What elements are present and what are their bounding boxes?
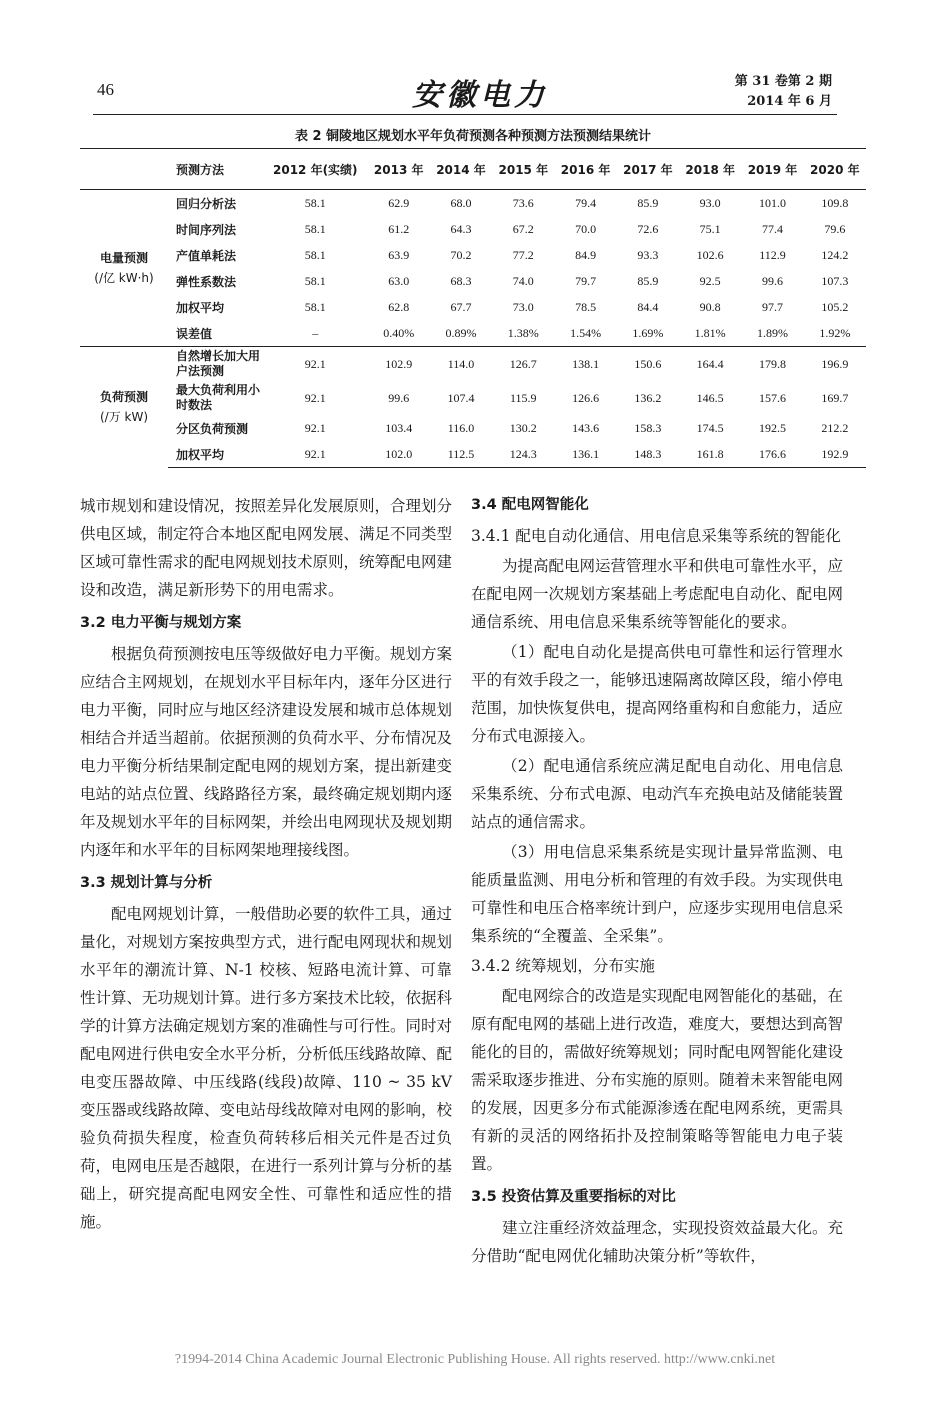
year-header: 2012 年(实绩) bbox=[263, 149, 368, 190]
paragraph: 城市规划和建设情况，按照差异化发展原则，合理划分供电区域，制定符合本地区配电网发展、满足不同类型区域可靠性需求的配电网规划技术原则，统筹配电网建设和改造，满足新形势下的用电需求。 bbox=[80, 497, 453, 599]
value-cell: 78.5 bbox=[575, 299, 597, 314]
value-cell: 67.2 bbox=[512, 221, 534, 236]
value-cell: 67.7 bbox=[450, 299, 472, 314]
value-cell: 102.6 bbox=[696, 247, 724, 262]
year-header: 2017 年 bbox=[617, 149, 679, 190]
value-cell: 63.9 bbox=[388, 247, 410, 262]
forecast-table bbox=[80, 148, 866, 468]
value-cell: 161.8 bbox=[679, 441, 741, 468]
paragraph: （1）配电自动化是提高供电可靠性和运行管理水平的有效手段之一，能够迅速隔离故障区段，缩小停电范围，加快恢复供电，提高网络重构和自愈能力，适应分布式电源接入。 bbox=[471, 643, 844, 745]
year-header: 2014 年 bbox=[430, 149, 492, 190]
year-header: 2018 年 bbox=[679, 149, 741, 190]
value-cell: 109.8 bbox=[821, 195, 849, 210]
value-cell: 136.1 bbox=[554, 441, 616, 468]
value-cell: 148.3 bbox=[617, 441, 679, 468]
table-header-row bbox=[80, 149, 866, 190]
value-cell: 92.1 bbox=[263, 347, 368, 382]
paragraph: 建立注重经济效益理念，实现投资效益最大化。充分借助“配电网优化辅助决策分析”等软件， bbox=[471, 1219, 844, 1265]
value-cell: 101.0 bbox=[758, 195, 786, 210]
value-cell: 107.3 bbox=[821, 273, 849, 288]
value-cell: 93.3 bbox=[637, 247, 659, 262]
table-row bbox=[80, 381, 866, 415]
value-cell: 212.2 bbox=[821, 420, 849, 435]
group-label: 电量预测 bbox=[99, 251, 148, 265]
group-load-forecast bbox=[80, 347, 168, 468]
value-cell: 77.4 bbox=[761, 221, 783, 236]
value-cell: 1.54% bbox=[570, 325, 602, 340]
method-cell: 加权平均 bbox=[176, 300, 225, 315]
value-cell: 115.9 bbox=[510, 390, 537, 405]
group-unit: (/万 kW) bbox=[99, 410, 149, 425]
value-cell: 97.7 bbox=[761, 299, 783, 314]
value-cell: 58.1 bbox=[304, 299, 326, 314]
value-cell: 174.5 bbox=[696, 420, 724, 435]
table-row bbox=[80, 415, 866, 441]
value-cell: 79.4 bbox=[575, 195, 597, 210]
value-cell: 146.5 bbox=[696, 390, 724, 405]
group-unit: (/亿 kW·h) bbox=[94, 271, 154, 285]
value-cell: 157.6 bbox=[758, 390, 786, 405]
method-cell: 时间序列法 bbox=[176, 222, 237, 237]
paragraph: 根据负荷预测按电压等级做好电力平衡。规划方案应结合主网规划，在规划水平目标年内，逐年分区进行电力平衡，同时应与地区经济建设发展和城市总体规划相结合并适当超前。依据预测的负荷水平、分布情况及电力平衡分析结果制定配电网的规划方案，提出新建变电站的站点位置、线路路径方案，最终确定规划期内逐年及规划水平年的目标网架，并绘出电网现状及规划期内逐年和水平年的目标网架地理接线图。 bbox=[80, 645, 453, 859]
issue-date: 2014 年 6 月 bbox=[747, 94, 832, 109]
value-cell: 103.4 bbox=[385, 420, 413, 435]
value-cell: 75.1 bbox=[699, 221, 721, 236]
table-row bbox=[80, 190, 866, 217]
value-cell: 107.4 bbox=[447, 390, 475, 405]
value-cell: 112.9 bbox=[759, 247, 786, 262]
table-row bbox=[80, 242, 866, 268]
section-heading-3-3: 3.3 规划计算与分析 bbox=[80, 875, 213, 891]
right-column bbox=[471, 492, 843, 1272]
value-cell: 92.5 bbox=[699, 273, 721, 288]
value-cell: 77.2 bbox=[512, 247, 534, 262]
value-cell: 114.0 bbox=[430, 347, 492, 382]
paragraph: （2）配电通信系统应满足配电自动化、用电信息采集系统、分布式电源、电动汽车充换电站及储能装置站点的通信需求。 bbox=[471, 757, 844, 831]
group-label: 负荷预测 bbox=[99, 390, 148, 405]
value-cell: 130.2 bbox=[509, 420, 537, 435]
value-cell: 99.6 bbox=[761, 273, 783, 288]
value-cell: 85.9 bbox=[637, 273, 659, 288]
value-cell: 68.3 bbox=[450, 273, 472, 288]
subsection-heading-3-4-1: 3.4.1 配电自动化通信、用电信息采集等系统的智能化 bbox=[471, 527, 841, 545]
value-cell: 169.7 bbox=[821, 390, 849, 405]
value-cell: 136.2 bbox=[634, 390, 662, 405]
year-header: 2019 年 bbox=[741, 149, 803, 190]
value-cell: 84.4 bbox=[637, 299, 659, 314]
value-cell: 124.3 bbox=[492, 441, 554, 468]
value-cell: 192.5 bbox=[758, 420, 786, 435]
method-cell: 最大负荷利用小时数法 bbox=[176, 383, 261, 412]
value-cell: 58.1 bbox=[304, 247, 326, 262]
value-cell: 158.3 bbox=[634, 420, 662, 435]
year-header: 2020 年 bbox=[804, 149, 866, 190]
value-cell: 58.1 bbox=[304, 221, 326, 236]
value-cell: – bbox=[312, 325, 319, 340]
value-cell: 84.9 bbox=[575, 247, 597, 262]
method-cell: 误差值 bbox=[176, 326, 213, 341]
method-cell: 弹性系数法 bbox=[176, 274, 237, 289]
page-number: 46 bbox=[97, 80, 114, 99]
table-caption: 表 2 铜陵地区规划水平年负荷预测各种预测方法预测结果统计 bbox=[294, 129, 652, 144]
value-cell: 0.40% bbox=[383, 325, 415, 340]
year-header: 2016 年 bbox=[554, 149, 616, 190]
header-rule bbox=[93, 114, 837, 115]
group-header bbox=[80, 149, 168, 190]
table-row bbox=[80, 347, 866, 382]
value-cell: 102.9 bbox=[368, 347, 430, 382]
value-cell: 70.2 bbox=[450, 247, 472, 262]
volume-issue bbox=[735, 72, 832, 112]
table-row bbox=[80, 320, 866, 347]
value-cell: 192.9 bbox=[804, 441, 866, 468]
method-header: 预测方法 bbox=[168, 149, 263, 190]
value-cell: 150.6 bbox=[617, 347, 679, 382]
value-cell: 58.1 bbox=[304, 273, 326, 288]
paragraph: 配电网综合的改造是实现配电网智能化的基础，在原有配电网的基础上进行改造，难度大，要想达到高智能化的目的，需做好统筹规划；同时配电网智能化建设需采取逐步推进、分布实施的原则。随着未来智能电网的发展，因更多分布式能源渗透在配电网系统，更需具有新的灵活的网络拓扑及控制策略等智能电力电子装置。 bbox=[471, 987, 844, 1173]
value-cell: 105.2 bbox=[821, 299, 849, 314]
value-cell: 176.6 bbox=[741, 441, 803, 468]
paragraph: （3）用电信息采集系统是实现计量异常监测、电能质量监测、用电分析和管理的有效手段。为实现供电可靠性和电压合格率统计到户，应逐步实现用电信息采集系统的“全覆盖、全采集”。 bbox=[471, 843, 844, 945]
value-cell: 164.4 bbox=[679, 347, 741, 382]
section-heading-3-5: 3.5 投资估算及重要指标的对比 bbox=[471, 1189, 676, 1205]
value-cell: 0.89% bbox=[445, 325, 477, 340]
volume-issue-text: 第 31 卷第 2 期 bbox=[734, 74, 832, 89]
method-cell: 加权平均 bbox=[168, 441, 263, 468]
table-row bbox=[80, 441, 866, 468]
value-cell: 116.0 bbox=[447, 420, 475, 435]
section-heading-3-2: 3.2 电力平衡与规划方案 bbox=[80, 615, 242, 631]
left-column bbox=[80, 492, 452, 1238]
copyright-footer: ?1994-2014 China Academic Journal Electronic Publishing House. All rights reserved. http://www.cnki.net bbox=[174, 1352, 776, 1367]
value-cell: 99.6 bbox=[388, 390, 410, 405]
value-cell: 138.1 bbox=[554, 347, 616, 382]
value-cell: 126.7 bbox=[492, 347, 554, 382]
value-cell: 90.8 bbox=[699, 299, 721, 314]
section-heading-3-4: 3.4 配电网智能化 bbox=[471, 497, 589, 513]
value-cell: 179.8 bbox=[741, 347, 803, 382]
table-row bbox=[80, 268, 866, 294]
value-cell: 93.0 bbox=[699, 195, 721, 210]
value-cell: 58.1 bbox=[304, 195, 326, 210]
value-cell: 102.0 bbox=[368, 441, 430, 468]
value-cell: 92.1 bbox=[263, 441, 368, 468]
method-cell: 产值单耗法 bbox=[176, 248, 237, 263]
value-cell: 1.69% bbox=[632, 325, 664, 340]
value-cell: 70.0 bbox=[575, 221, 597, 236]
group-energy-forecast bbox=[80, 190, 168, 347]
value-cell: 1.89% bbox=[756, 325, 788, 340]
value-cell: 68.0 bbox=[450, 195, 472, 210]
value-cell: 74.0 bbox=[512, 273, 534, 288]
paragraph: 为提高配电网运营管理水平和供电可靠性水平，应在配电网一次规划方案基础上考虑配电自动化、配电网通信系统、用电信息采集系统等智能化的要求。 bbox=[471, 557, 844, 631]
value-cell: 1.81% bbox=[694, 325, 726, 340]
value-cell: 85.9 bbox=[637, 195, 659, 210]
value-cell: 1.92% bbox=[819, 325, 851, 340]
value-cell: 112.5 bbox=[430, 441, 492, 468]
value-cell: 1.38% bbox=[507, 325, 539, 340]
value-cell: 72.6 bbox=[637, 221, 659, 236]
value-cell: 63.0 bbox=[388, 273, 410, 288]
table-row bbox=[80, 294, 866, 320]
method-cell: 自然增长加大用户法预测 bbox=[168, 347, 263, 382]
value-cell: 196.9 bbox=[804, 347, 866, 382]
value-cell: 126.6 bbox=[572, 390, 600, 405]
value-cell: 124.2 bbox=[821, 247, 849, 262]
value-cell: 92.1 bbox=[304, 390, 326, 405]
value-cell: 79.7 bbox=[575, 273, 597, 288]
value-cell: 79.6 bbox=[824, 221, 846, 236]
value-cell: 92.1 bbox=[304, 420, 326, 435]
value-cell: 61.2 bbox=[388, 221, 410, 236]
method-cell: 回归分析法 bbox=[176, 196, 237, 211]
method-cell: 分区负荷预测 bbox=[176, 421, 249, 436]
subsection-heading-3-4-2: 3.4.2 统筹规划，分布实施 bbox=[471, 957, 655, 975]
value-cell: 62.8 bbox=[388, 299, 410, 314]
value-cell: 62.9 bbox=[388, 195, 410, 210]
paragraph: 配电网规划计算，一般借助必要的软件工具，通过量化，对规划方案按典型方式，进行配电网现状和规划水平年的潮流计算、N-1 校核、短路电流计算、可靠性计算、无功规划计算。进行多方案技术比较，依据科学的计算方法确定规划方案的准确性与可行性。同时对配电网进行供电安全水平分析，分析低压线路故障、配电变压器故障、中压线路(线段)故障、110 ~ 35 kV 变压器或线路故障、变电站母线故障对电网的影响，校验负荷损失程度，检查负荷转移后相关元件是否过负荷，电网电压是否越限，在进行一系列计算与分析的基础上，研究提高配电网安全性、可靠性和适应性的措施。 bbox=[80, 905, 453, 1231]
value-cell: 73.6 bbox=[512, 195, 534, 210]
table-row bbox=[80, 216, 866, 242]
journal-title: 安徽电力 bbox=[412, 78, 548, 113]
value-cell: 143.6 bbox=[572, 420, 600, 435]
year-header: 2013 年 bbox=[368, 149, 430, 190]
value-cell: 73.0 bbox=[512, 299, 534, 314]
value-cell: 64.3 bbox=[450, 221, 472, 236]
year-header: 2015 年 bbox=[492, 149, 554, 190]
